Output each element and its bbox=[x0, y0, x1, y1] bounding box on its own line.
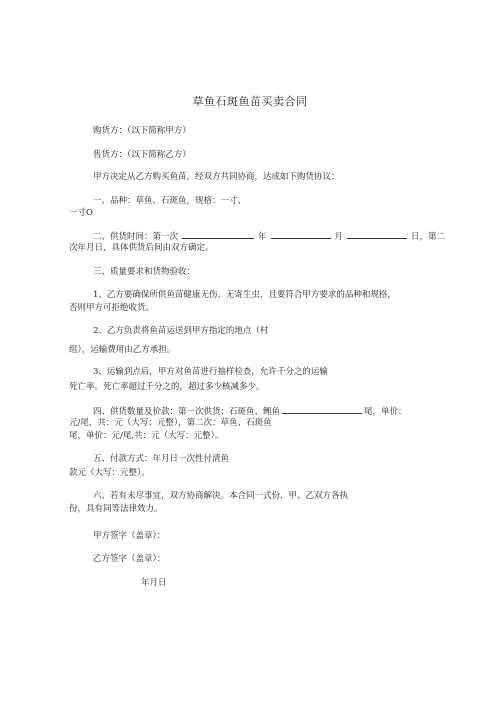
quantity-blank bbox=[282, 405, 362, 414]
buyer-line: 购货方：（以下简称甲方） bbox=[93, 126, 191, 136]
contract-title: 草鱼石斑鱼苗买卖合同 bbox=[192, 95, 308, 108]
day-label: 日，第二 bbox=[411, 232, 446, 242]
point-3-line-2: 死亡率。死亡率超过千分之的，超过多少核减多少。 bbox=[69, 382, 265, 392]
section-4-label: 四、供货数量及价款：第一次供货：石斑鱼、鲤鱼 bbox=[93, 407, 281, 417]
party-a-signature: 甲方签字（盖章）： bbox=[93, 531, 166, 541]
year-blank bbox=[182, 230, 254, 239]
section-4-line-2: 元/尾，共：元（大写：元整），第二次：草鱼、石斑鱼 bbox=[69, 418, 272, 428]
year-label: 年 bbox=[258, 232, 267, 242]
section-5-line-1: 五、付款方式：年月日一次性付清鱼 bbox=[93, 454, 230, 464]
section-1-line-1: 一、品种：草鱼、石斑鱼，规格：一寸、 bbox=[93, 196, 247, 206]
section-6-line-2: 份，具有同等法律效力。 bbox=[69, 504, 163, 514]
point-3-line-1: 3、运输到点后，甲方对鱼苗进行抽样检查，允许千分之的运输 bbox=[93, 367, 328, 377]
point-2-line-2: 组），运输费用由乙方承担。 bbox=[69, 345, 176, 355]
point-1-line-2: 否则甲方可拒绝收货。 bbox=[69, 303, 155, 313]
point-1-line-1: 1、乙方要确保所供鱼苗健康无伤、无寄生虫，且要符合甲方要求的品种和规格， bbox=[93, 290, 396, 300]
party-b-signature: 乙方签字（盖章）： bbox=[93, 554, 166, 564]
section-3-heading: 三、质量要求和货物验收： bbox=[93, 267, 196, 277]
section-4-line-3: 尾，单价：元/尾,共：元（大写：元整）。 bbox=[69, 431, 224, 441]
seller-line: 售货方：（以下简称乙方） bbox=[93, 150, 191, 160]
day-blank bbox=[347, 230, 407, 239]
section-6-line-1: 六、若有未尽事宜，双方协商解决。本合同一式份，甲、乙双方各执 bbox=[93, 491, 349, 501]
section-1-line-2: 一寸O bbox=[69, 208, 93, 218]
month-blank bbox=[271, 230, 331, 239]
point-2-line-1: 2、乙方负责将鱼苗运送到甲方指定的地点（村 bbox=[93, 326, 269, 336]
section-2-label: 二、供货时间：第一次 bbox=[93, 232, 179, 242]
section-5-line-2: 款元（大写：元整）。 bbox=[69, 468, 150, 478]
section-2-line-2: 次年月日，具体供货后间由双方确定。 bbox=[69, 243, 214, 253]
intro-line: 甲方决定从乙方购买鱼苗，经双方共同协商，达成如下购货协议： bbox=[93, 172, 340, 182]
month-label: 月 bbox=[334, 232, 344, 242]
unit-price-label: 尾，单价： bbox=[364, 407, 407, 417]
signing-date: 年月日 bbox=[141, 578, 167, 588]
